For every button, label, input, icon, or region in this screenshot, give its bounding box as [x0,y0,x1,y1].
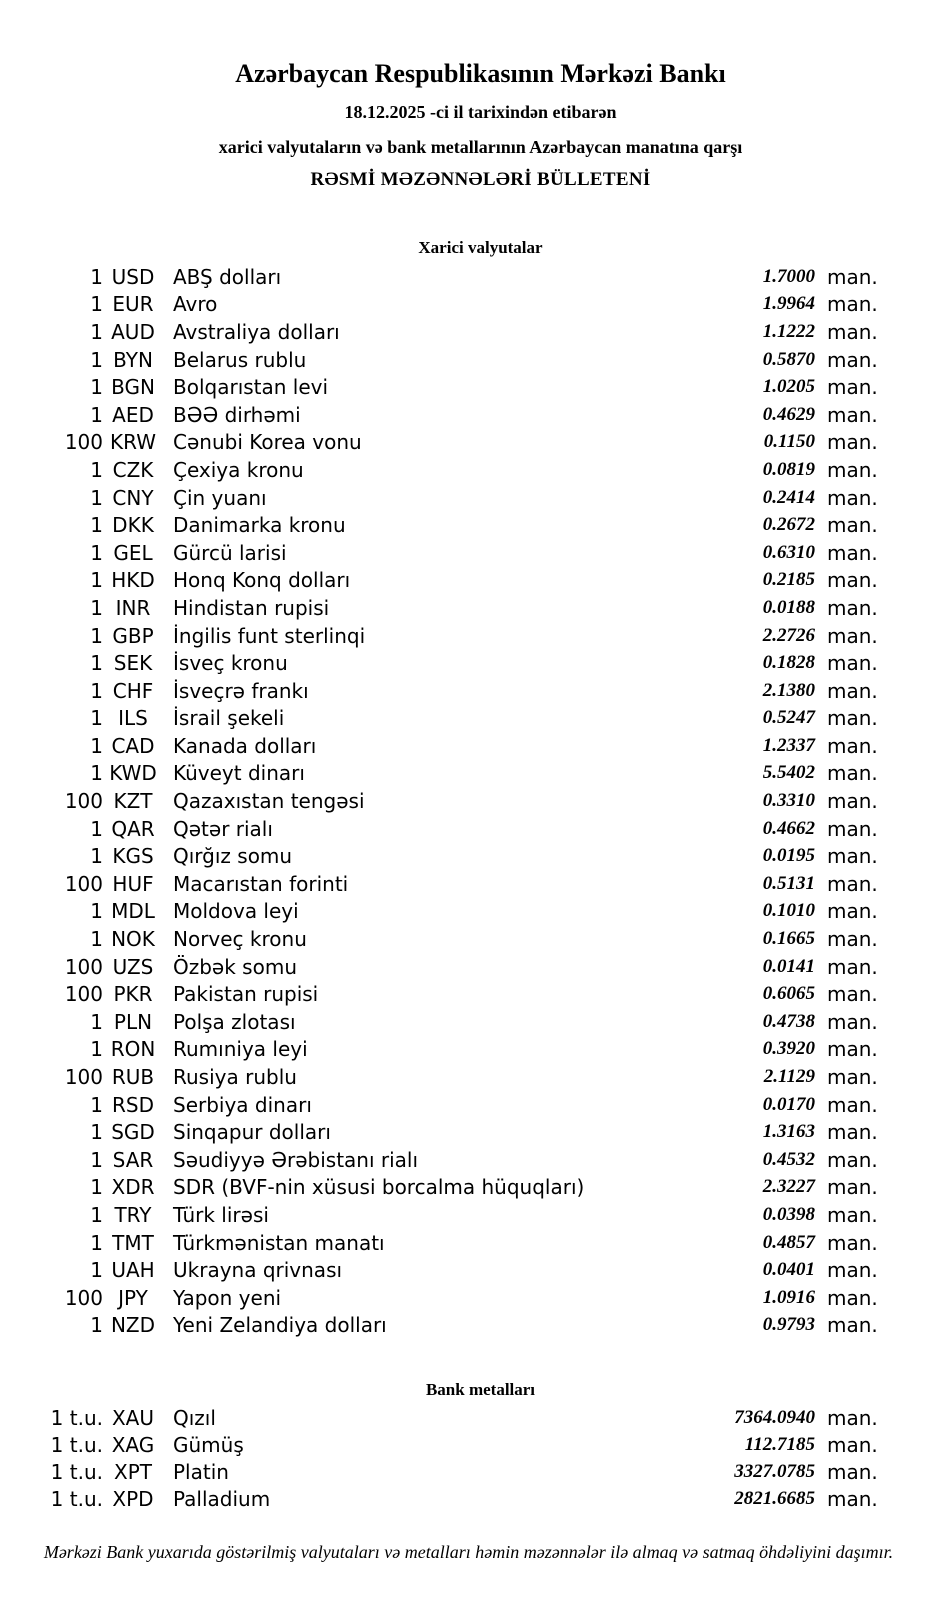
rate-value: 3327.0785 [734,1460,815,1482]
rate-row [0,677,937,705]
rate-code: CAD [111,733,155,758]
rate-name: İsveçrə frankı [173,678,309,703]
manat-unit-label: man. [827,1037,878,1062]
rate-qty: 1 [90,1092,103,1117]
rate-row [0,1312,937,1340]
manat-unit-label: man. [827,1459,878,1484]
rate-row [0,953,937,981]
rate-code: RON [110,1037,156,1062]
rate-row [0,594,937,622]
rate-value: 0.1665 [762,928,815,950]
rate-code: RSD [112,1092,154,1117]
rate-value: 0.9793 [762,1314,815,1336]
rate-row [0,1146,937,1174]
rate-code: XAU [111,1405,155,1430]
manat-unit-label: man. [827,678,878,703]
rate-code: USD [111,264,155,289]
rate-code: KZT [113,789,153,814]
rate-qty: 1 [90,816,103,841]
rate-row [0,1008,937,1036]
rate-row [0,925,937,953]
rate-value: 0.4662 [762,817,815,839]
rate-value: 0.6310 [762,541,815,563]
rate-name: Polşa zlotası [173,1009,296,1034]
rate-name: Bolqarıstan levi [173,375,329,400]
rate-qty: 1 [90,899,103,924]
rate-value: 0.1828 [762,652,815,674]
rate-qty: 1 [90,1230,103,1255]
rate-code: SGD [111,1120,155,1145]
manat-unit-label: man. [827,982,878,1007]
manat-unit-label: man. [827,761,878,786]
rate-qty: 100 [64,430,103,455]
rate-qty: 1 [90,1120,103,1145]
rate-qty: 1 [90,568,103,593]
rate-qty: 1 [90,733,103,758]
rate-name: SDR (BVF-nin xüsusi borcalma hüquqları) [173,1175,585,1200]
rate-name: Səudiyyə Ərəbistanı rialı [173,1147,419,1172]
manat-unit-label: man. [827,1487,878,1512]
rate-value: 0.0170 [762,1093,815,1115]
rate-value: 0.3310 [762,790,815,812]
rate-code: BYN [113,347,153,372]
rate-value: 1.1222 [762,320,815,342]
manat-unit-label: man. [827,402,878,427]
rate-row [0,291,937,319]
rate-qty: 1 [90,457,103,482]
rate-name: Özbək somu [173,954,297,979]
rate-name: Serbiya dinarı [173,1092,312,1117]
rate-row [0,1284,937,1312]
rate-code: INR [115,595,151,620]
rate-code: GBP [112,623,154,648]
effective-date: 18.12.2025 -ci il tarixindən etibarən [344,102,617,122]
rate-code: NOK [111,927,155,952]
manat-unit-label: man. [827,347,878,372]
rate-name: Palladium [173,1487,271,1512]
rate-qty: 1 [90,706,103,731]
rate-code: HKD [111,568,155,593]
rate-code: SEK [113,651,153,676]
manat-unit-label: man. [827,1202,878,1227]
rate-code: CZK [112,457,154,482]
rate-qty: 1 [90,1147,103,1172]
rate-row [0,705,937,733]
rate-value: 0.0141 [762,955,815,977]
rate-qty: 100 [64,789,103,814]
rate-code: KWD [109,761,157,786]
rate-qty: 1 [90,375,103,400]
manat-unit-label: man. [827,319,878,344]
rate-row [0,732,937,760]
rate-row [0,263,937,291]
manat-unit-label: man. [827,1147,878,1172]
rate-qty: 1 [90,347,103,372]
rate-qty: 1 t.u. [50,1459,103,1484]
rate-value: 1.0205 [762,376,815,398]
rate-qty: 1 [90,1258,103,1283]
rate-name: Avstraliya dolları [173,319,340,344]
rate-row [0,1404,937,1431]
rate-name: Çexiya kronu [173,457,304,482]
rate-code: RUB [111,1065,155,1090]
manat-unit-label: man. [827,1009,878,1034]
rate-name: Cənubi Korea vonu [173,430,362,455]
rate-name: Pakistan rupisi [173,982,319,1007]
rate-value: 0.0819 [762,458,815,480]
manat-unit-label: man. [827,733,878,758]
rate-value: 0.4532 [762,1148,815,1170]
rate-code: TRY [114,1202,152,1227]
rate-name: Sinqapur dolları [173,1120,331,1145]
rate-value: 0.2414 [762,486,815,508]
rate-name: Hindistan rupisi [173,595,330,620]
rate-qty: 1 t.u. [50,1487,103,1512]
rate-row [0,373,937,401]
rate-row [0,898,937,926]
rate-row [0,1063,937,1091]
rate-row [0,1174,937,1202]
rate-code: PKR [113,982,153,1007]
rate-value: 0.4629 [762,403,815,425]
rate-value: 1.3163 [762,1121,815,1143]
rate-name: ABŞ dolları [173,264,282,289]
rate-code: TMT [112,1230,154,1255]
rate-qty: 1 [90,319,103,344]
rate-row [0,456,937,484]
rate-name: İngilis funt sterlinqi [173,623,366,648]
rate-row [0,429,937,457]
manat-unit-label: man. [827,789,878,814]
rate-name: Qırğız somu [173,844,293,869]
manat-unit-label: man. [827,568,878,593]
manat-unit-label: man. [827,1230,878,1255]
rate-name: Rumıniya leyi [173,1037,308,1062]
rate-qty: 1 [90,595,103,620]
rate-code: CHF [112,678,154,703]
rate-name: İsveç kronu [173,651,288,676]
manat-unit-label: man. [827,899,878,924]
rate-name: Avro [173,292,218,317]
rate-qty: 1 [90,1175,103,1200]
rate-row [0,1036,937,1064]
rate-name: Moldova leyi [173,899,299,924]
manat-unit-label: man. [827,927,878,952]
metals-heading: Bank metalları [425,1380,536,1399]
rate-value: 0.4738 [762,1010,815,1032]
manat-unit-label: man. [827,430,878,455]
manat-unit-label: man. [827,540,878,565]
rate-row [0,1201,937,1229]
rate-name: Ukrayna qrivnası [173,1258,343,1283]
manat-unit-label: man. [827,706,878,731]
rate-row [0,511,937,539]
rate-name: Yapon yeni [173,1285,282,1310]
rate-qty: 1 [90,1009,103,1034]
manat-unit-label: man. [827,264,878,289]
rate-row [0,980,937,1008]
manat-unit-label: man. [827,816,878,841]
manat-unit-label: man. [827,844,878,869]
manat-unit-label: man. [827,485,878,510]
rate-value: 0.0398 [762,1203,815,1225]
rate-qty: 1 t.u. [50,1432,103,1457]
manat-unit-label: man. [827,1065,878,1090]
rate-code: MDL [111,899,155,924]
rate-name: Gürcü larisi [173,540,287,565]
rate-row [0,401,937,429]
rate-name: Qazaxıstan tengəsi [173,789,365,814]
rate-code: GEL [113,540,153,565]
rate-qty: 100 [64,871,103,896]
rate-name: Gümüş [173,1432,244,1457]
rate-qty: 100 [64,1285,103,1310]
rate-row [0,1091,937,1119]
rate-row [0,1229,937,1257]
rate-row [0,539,937,567]
bulletin-title: RƏSMİ MƏZƏNNƏLƏRİ BÜLLETENİ [310,169,651,190]
currencies-table [0,263,937,1339]
manat-unit-label: man. [827,1285,878,1310]
rate-value: 2821.6685 [734,1488,815,1510]
rate-row [0,649,937,677]
manat-unit-label: man. [827,595,878,620]
rate-code: XPT [114,1459,152,1484]
rate-name: BƏƏ dirhəmi [173,402,301,427]
rate-qty: 100 [64,954,103,979]
rate-code: ILS [118,706,148,731]
manat-unit-label: man. [827,457,878,482]
rate-qty: 1 t.u. [50,1405,103,1430]
rate-qty: 1 [90,1037,103,1062]
rate-qty: 100 [64,982,103,1007]
rate-value: 112.7185 [744,1433,815,1455]
rate-value: 0.0188 [762,596,815,618]
rate-qty: 1 [90,1313,103,1338]
rate-name: Danimarka kronu [173,513,346,538]
rate-value: 0.5247 [762,707,815,729]
rate-qty: 1 [90,1202,103,1227]
rate-name: Türk lirəsi [173,1202,269,1227]
rate-value: 0.3920 [762,1038,815,1060]
rate-name: Türkmənistan manatı [173,1230,385,1255]
rate-value: 2.3227 [762,1176,815,1198]
rate-value: 0.2185 [762,569,815,591]
rate-name: Honq Konq dolları [173,568,351,593]
rate-code: DKK [112,513,154,538]
rate-value: 1.2337 [762,734,815,756]
rate-qty: 1 [90,651,103,676]
rate-name: Kanada dolları [173,733,317,758]
currencies-heading: Xarici valyutalar [418,238,543,257]
rate-row [0,622,937,650]
manat-unit-label: man. [827,871,878,896]
rate-name: Platin [173,1459,229,1484]
rate-value: 0.1150 [763,431,815,453]
rate-qty: 1 [90,513,103,538]
manat-unit-label: man. [827,1313,878,1338]
rate-qty: 1 [90,844,103,869]
rate-row [0,484,937,512]
subtitle: xarici valyutaların və bank metallarının Azərbaycan manatına qarşı [218,137,743,157]
rate-name: Qızıl [173,1405,216,1430]
rate-value: 2.1129 [763,1066,815,1088]
rate-value: 2.2726 [762,624,815,646]
rate-value: 0.4857 [762,1231,815,1253]
rate-value: 1.9964 [762,293,815,315]
rate-name: Qətər rialı [173,816,273,841]
rate-code: UAH [111,1258,155,1283]
rate-code: HUF [112,871,154,896]
manat-unit-label: man. [827,1258,878,1283]
rate-name: Çin yuanı [173,485,267,510]
rate-value: 0.1010 [762,900,815,922]
rate-qty: 1 [90,402,103,427]
rate-code: XDR [111,1175,155,1200]
rate-value: 0.2672 [762,514,815,536]
rate-code: JPY [118,1285,148,1310]
rate-code: KRW [110,430,156,455]
rate-row [0,1458,937,1485]
rate-qty: 100 [64,1065,103,1090]
rate-row [0,1118,937,1146]
rate-qty: 1 [90,623,103,648]
rate-name: Küveyt dinarı [173,761,305,786]
rate-qty: 1 [90,292,103,317]
rate-code: XAG [111,1432,155,1457]
rate-value: 0.0401 [762,1259,815,1281]
manat-unit-label: man. [827,1432,878,1457]
rate-row [0,760,937,788]
rate-value: 1.7000 [762,265,815,287]
rate-value: 0.6065 [762,983,815,1005]
rate-qty: 1 [90,927,103,952]
rate-value: 1.0916 [762,1286,815,1308]
rate-qty: 1 [90,264,103,289]
rate-name: İsrail şekeli [173,706,285,731]
rate-row [0,346,937,374]
rate-name: Belarus rublu [173,347,307,372]
rate-code: UZS [112,954,154,979]
rate-code: AED [112,402,154,427]
rate-row [0,870,937,898]
rate-row [0,567,937,595]
rate-row [0,1256,937,1284]
manat-unit-label: man. [827,651,878,676]
rate-qty: 1 [90,540,103,565]
rate-code: QAR [111,816,155,841]
manat-unit-label: man. [827,292,878,317]
manat-unit-label: man. [827,1175,878,1200]
rate-row [0,318,937,346]
rate-qty: 1 [90,761,103,786]
rate-row [0,1431,937,1458]
rate-code: EUR [112,292,154,317]
manat-unit-label: man. [827,1120,878,1145]
rate-code: CNY [112,485,154,510]
rate-row [0,842,937,870]
metals-table [0,1404,937,1513]
rate-value: 2.1380 [762,679,815,701]
manat-unit-label: man. [827,375,878,400]
rate-value: 0.5870 [762,348,815,370]
rate-row [0,1486,937,1513]
rate-code: PLN [113,1009,153,1034]
rate-code: SAR [112,1147,154,1172]
manat-unit-label: man. [827,513,878,538]
rate-name: Macarıstan forinti [173,871,349,896]
rate-code: AUD [111,319,155,344]
manat-unit-label: man. [827,1092,878,1117]
manat-unit-label: man. [827,954,878,979]
rate-name: Yeni Zelandiya dolları [173,1313,387,1338]
manat-unit-label: man. [827,1405,878,1430]
rate-value: 7364.0940 [734,1406,815,1428]
footer-note: Mərkəzi Bank yuxarıda göstərilmiş valyutaları və metalları həmin məzənnələr ilə almaq və satmaq öhdəliyini daşımır. [43,1542,894,1562]
rate-qty: 1 [90,678,103,703]
manat-unit-label: man. [827,623,878,648]
rate-value: 5.5402 [762,762,815,784]
rate-code: KGS [112,844,154,869]
rate-code: NZD [110,1313,156,1338]
rate-code: XPD [112,1487,154,1512]
rate-row [0,815,937,843]
rate-row [0,787,937,815]
rate-value: 0.0195 [762,845,815,867]
rate-name: Norveç kronu [173,927,307,952]
bank-name: Azərbaycan Respublikasının Mərkəzi Bankı [235,59,726,88]
rate-value: 0.5131 [762,872,815,894]
rate-name: Rusiya rublu [173,1065,297,1090]
rate-qty: 1 [90,485,103,510]
rate-code: BGN [111,375,155,400]
